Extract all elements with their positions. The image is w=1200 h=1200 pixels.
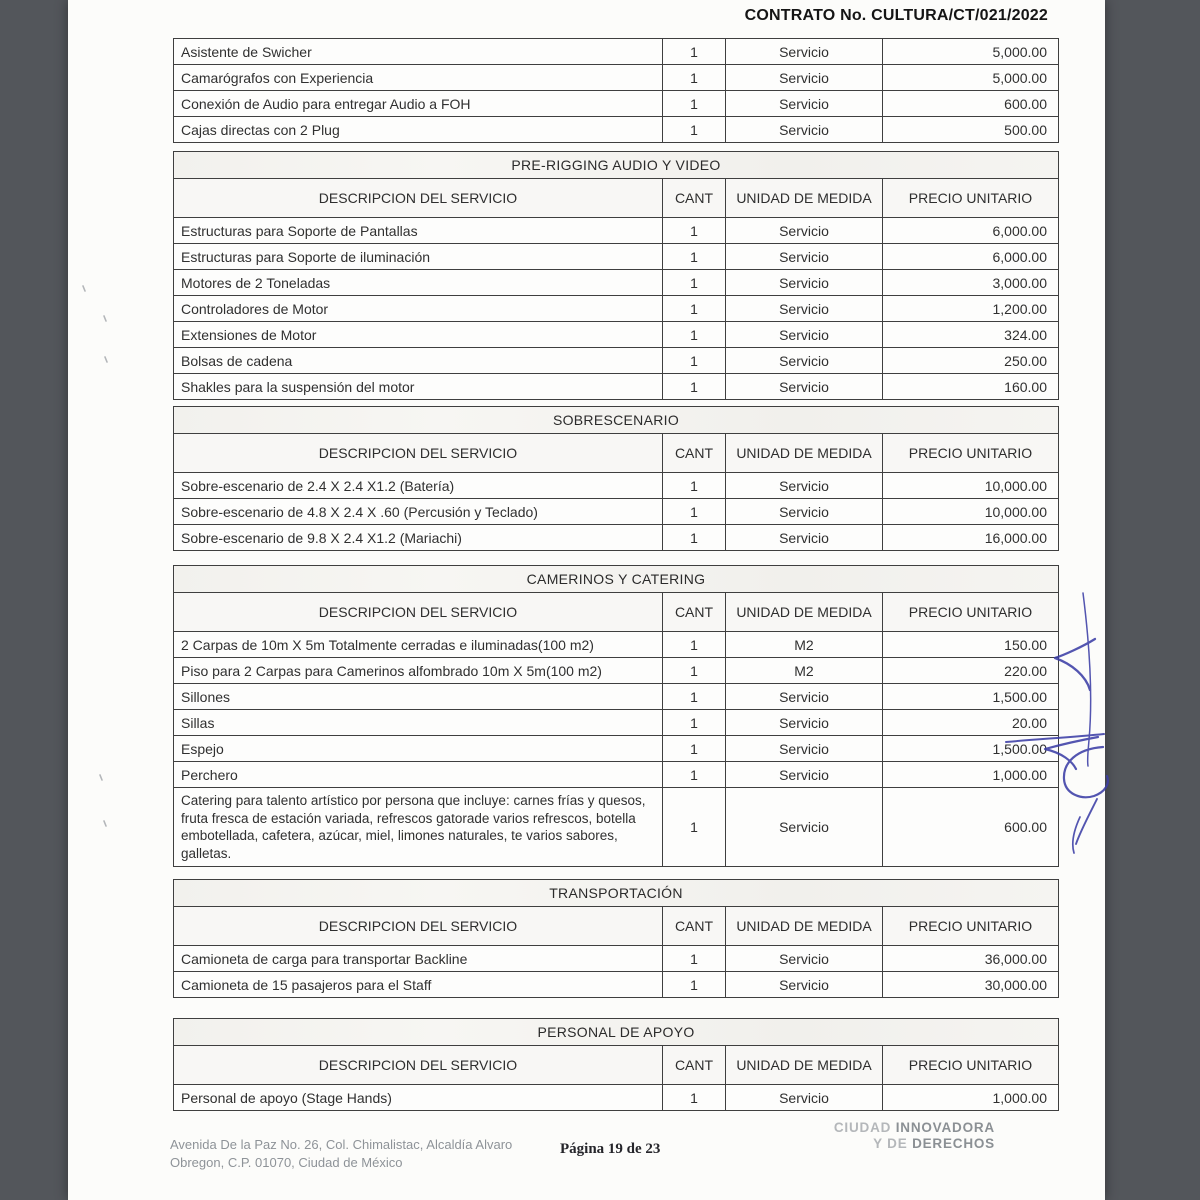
- service-table-personal-de-apoyo: [173, 1018, 1059, 1111]
- service-description-cell: Camioneta de carga para transportar Backline: [174, 946, 663, 972]
- quantity-cell: 1: [663, 218, 726, 244]
- quantity-cell: 1: [663, 946, 726, 972]
- unit-price-cell: 250.00: [883, 348, 1059, 374]
- unit-price-cell: 5,000.00: [883, 65, 1059, 91]
- quantity-cell: 1: [663, 296, 726, 322]
- column-header: PRECIO UNITARIO: [883, 434, 1059, 473]
- service-description-cell: Camarógrafos con Experiencia: [174, 65, 663, 91]
- unit-of-measure-cell: M2: [726, 658, 883, 684]
- quantity-cell: 1: [663, 788, 726, 867]
- table-row: [174, 762, 1059, 788]
- table-row: [174, 736, 1059, 762]
- service-table-pre-rigging-audio-y-video: [173, 151, 1059, 400]
- quantity-cell: 1: [663, 91, 726, 117]
- unit-of-measure-cell: Servicio: [726, 736, 883, 762]
- unit-of-measure-cell: Servicio: [726, 946, 883, 972]
- unit-price-cell: 1,500.00: [883, 736, 1059, 762]
- column-header: DESCRIPCION DEL SERVICIO: [174, 907, 663, 946]
- quantity-cell: 1: [663, 322, 726, 348]
- unit-of-measure-cell: Servicio: [726, 91, 883, 117]
- quantity-cell: 1: [663, 270, 726, 296]
- unit-price-cell: 16,000.00: [883, 525, 1059, 551]
- quantity-cell: 1: [663, 117, 726, 143]
- quantity-cell: 1: [663, 632, 726, 658]
- unit-price-cell: 10,000.00: [883, 499, 1059, 525]
- unit-of-measure-cell: Servicio: [726, 322, 883, 348]
- service-description-cell: Sobre-escenario de 4.8 X 2.4 X .60 (Percusión y Teclado): [174, 499, 663, 525]
- unit-of-measure-cell: Servicio: [726, 348, 883, 374]
- unit-of-measure-cell: Servicio: [726, 244, 883, 270]
- quantity-cell: 1: [663, 710, 726, 736]
- unit-price-cell: 30,000.00: [883, 972, 1059, 998]
- unit-of-measure-cell: Servicio: [726, 218, 883, 244]
- table-row: [174, 473, 1059, 499]
- table-row: [174, 270, 1059, 296]
- table-row: [174, 91, 1059, 117]
- column-header: UNIDAD DE MEDIDA: [726, 907, 883, 946]
- service-description-cell: Extensiones de Motor: [174, 322, 663, 348]
- service-description-cell: Asistente de Swicher: [174, 39, 663, 65]
- unit-of-measure-cell: Servicio: [726, 473, 883, 499]
- unit-price-cell: 1,200.00: [883, 296, 1059, 322]
- quantity-cell: 1: [663, 736, 726, 762]
- column-header: UNIDAD DE MEDIDA: [726, 593, 883, 632]
- contract-number-header: CONTRATO No. CULTURA/CT/021/2022: [744, 7, 1048, 24]
- unit-of-measure-cell: Servicio: [726, 525, 883, 551]
- unit-of-measure-cell: Servicio: [726, 270, 883, 296]
- service-description-cell: Camioneta de 15 pasajeros para el Staff: [174, 972, 663, 998]
- column-header: PRECIO UNITARIO: [883, 593, 1059, 632]
- column-header: CANT: [663, 179, 726, 218]
- table-row: [174, 65, 1059, 91]
- service-description-cell: Estructuras para Soporte de iluminación: [174, 244, 663, 270]
- section-title: PERSONAL DE APOYO: [174, 1019, 1059, 1046]
- city-brand-logo: [834, 1120, 995, 1152]
- document-page: [68, 0, 1105, 1200]
- table-row: [174, 374, 1059, 400]
- column-header-row: [174, 593, 1059, 632]
- quantity-cell: 1: [663, 499, 726, 525]
- table-row: [174, 218, 1059, 244]
- service-table-transportacion: [173, 879, 1059, 998]
- column-header: UNIDAD DE MEDIDA: [726, 434, 883, 473]
- column-header: CANT: [663, 1046, 726, 1085]
- column-header-row: [174, 434, 1059, 473]
- column-header: CANT: [663, 434, 726, 473]
- table-row: [174, 322, 1059, 348]
- table-row: [174, 788, 1059, 867]
- section-title: CAMERINOS Y CATERING: [174, 566, 1059, 593]
- table-row: [174, 39, 1059, 65]
- unit-price-cell: 6,000.00: [883, 244, 1059, 270]
- unit-price-cell: 1,000.00: [883, 762, 1059, 788]
- section-title: TRANSPORTACIÓN: [174, 880, 1059, 907]
- city-brand-line1: CIUDAD INNOVADORA: [833, 1120, 995, 1135]
- quantity-cell: 1: [663, 348, 726, 374]
- unit-of-measure-cell: Servicio: [726, 117, 883, 143]
- service-table-sobrescenario: [173, 406, 1059, 551]
- column-header: DESCRIPCION DEL SERVICIO: [174, 434, 663, 473]
- unit-of-measure-cell: M2: [726, 632, 883, 658]
- footer-address: [170, 1136, 512, 1171]
- quantity-cell: 1: [663, 473, 726, 499]
- unit-of-measure-cell: Servicio: [726, 788, 883, 867]
- quantity-cell: 1: [663, 374, 726, 400]
- service-description-cell: 2 Carpas de 10m X 5m Totalmente cerradas e iluminadas(100 m2): [174, 632, 663, 658]
- service-description-cell: Motores de 2 Toneladas: [174, 270, 663, 296]
- unit-price-cell: 20.00: [883, 710, 1059, 736]
- unit-price-cell: 324.00: [883, 322, 1059, 348]
- footer-address-line1: Avenida De la Paz No. 26, Col. Chimalistac, Alcaldía Alvaro: [170, 1137, 513, 1152]
- service-description-cell: Conexión de Audio para entregar Audio a FOH: [174, 91, 663, 117]
- column-header: CANT: [663, 907, 726, 946]
- table-row: [174, 684, 1059, 710]
- column-header: PRECIO UNITARIO: [883, 1046, 1059, 1085]
- column-header: PRECIO UNITARIO: [883, 179, 1059, 218]
- unit-price-cell: 600.00: [883, 91, 1059, 117]
- section-title: SOBRESCENARIO: [174, 407, 1059, 434]
- table-row: [174, 972, 1059, 998]
- unit-of-measure-cell: Servicio: [726, 1085, 883, 1111]
- section-title: PRE-RIGGING AUDIO Y VIDEO: [174, 152, 1059, 179]
- column-header: DESCRIPCION DEL SERVICIO: [174, 179, 663, 218]
- unit-price-cell: 160.00: [883, 374, 1059, 400]
- table-row: [174, 525, 1059, 551]
- table-row: [174, 946, 1059, 972]
- unit-price-cell: 10,000.00: [883, 473, 1059, 499]
- unit-of-measure-cell: Servicio: [726, 296, 883, 322]
- table-row: [174, 710, 1059, 736]
- unit-price-cell: 600.00: [883, 788, 1059, 867]
- column-header-row: [174, 907, 1059, 946]
- table-row: [174, 117, 1059, 143]
- column-header: DESCRIPCION DEL SERVICIO: [174, 593, 663, 632]
- service-description-cell: Espejo: [174, 736, 663, 762]
- unit-price-cell: 5,000.00: [883, 39, 1059, 65]
- column-header: CANT: [663, 593, 726, 632]
- table-row: [174, 348, 1059, 374]
- quantity-cell: 1: [663, 39, 726, 65]
- table-row: [174, 296, 1059, 322]
- unit-price-cell: 36,000.00: [883, 946, 1059, 972]
- table-row: [174, 1085, 1059, 1111]
- quantity-cell: 1: [663, 65, 726, 91]
- table-row: [174, 499, 1059, 525]
- unit-price-cell: 3,000.00: [883, 270, 1059, 296]
- unit-of-measure-cell: Servicio: [726, 972, 883, 998]
- service-description-cell: Personal de apoyo (Stage Hands): [174, 1085, 663, 1111]
- table-row: [174, 244, 1059, 270]
- unit-of-measure-cell: Servicio: [726, 710, 883, 736]
- page-number: Página 19 de 23: [560, 1141, 661, 1157]
- quantity-cell: 1: [663, 684, 726, 710]
- unit-price-cell: 500.00: [883, 117, 1059, 143]
- unit-of-measure-cell: Servicio: [726, 762, 883, 788]
- column-header: DESCRIPCION DEL SERVICIO: [174, 1046, 663, 1085]
- service-description-cell: Estructuras para Soporte de Pantallas: [174, 218, 663, 244]
- quantity-cell: 1: [663, 1085, 726, 1111]
- unit-price-cell: 150.00: [883, 632, 1059, 658]
- service-table-camerinos-y-catering: [173, 565, 1059, 867]
- table-row: [174, 632, 1059, 658]
- city-brand-line2: Y DE DERECHOS: [873, 1136, 995, 1151]
- column-header: UNIDAD DE MEDIDA: [726, 179, 883, 218]
- column-header: UNIDAD DE MEDIDA: [726, 1046, 883, 1085]
- service-description-cell: Sillas: [174, 710, 663, 736]
- quantity-cell: 1: [663, 244, 726, 270]
- column-header-row: [174, 179, 1059, 218]
- column-header-row: [174, 1046, 1059, 1085]
- service-description-cell: Sobre-escenario de 2.4 X 2.4 X1.2 (Batería): [174, 473, 663, 499]
- unit-price-cell: 6,000.00: [883, 218, 1059, 244]
- service-description-cell: Cajas directas con 2 Plug: [174, 117, 663, 143]
- service-description-cell: Shakles para la suspensión del motor: [174, 374, 663, 400]
- unit-of-measure-cell: Servicio: [726, 65, 883, 91]
- service-description-cell: Bolsas de cadena: [174, 348, 663, 374]
- quantity-cell: 1: [663, 658, 726, 684]
- service-description-cell: Sobre-escenario de 9.8 X 2.4 X1.2 (Mariachi): [174, 525, 663, 551]
- service-description-cell: Perchero: [174, 762, 663, 788]
- unit-of-measure-cell: Servicio: [726, 39, 883, 65]
- service-description-cell: Catering para talento artístico por persona que incluye: carnes frías y quesos, fruta fresca de estación variada, refrescos gatorade varios refrescos, botella embotellada, cafetera, azúcar, miel, limones naturales, te varios sabores, galletas.: [174, 788, 663, 867]
- unit-of-measure-cell: Servicio: [726, 374, 883, 400]
- service-table-continuation: [173, 38, 1059, 143]
- quantity-cell: 1: [663, 525, 726, 551]
- service-description-cell: Piso para 2 Carpas para Camerinos alfombrado 10m X 5m(100 m2): [174, 658, 663, 684]
- table-row: [174, 658, 1059, 684]
- quantity-cell: 1: [663, 972, 726, 998]
- unit-price-cell: 220.00: [883, 658, 1059, 684]
- unit-price-cell: 1,000.00: [883, 1085, 1059, 1111]
- quantity-cell: 1: [663, 762, 726, 788]
- unit-of-measure-cell: Servicio: [726, 684, 883, 710]
- service-description-cell: Controladores de Motor: [174, 296, 663, 322]
- service-description-cell: Sillones: [174, 684, 663, 710]
- column-header: PRECIO UNITARIO: [883, 907, 1059, 946]
- footer-address-line2: Obregon, C.P. 01070, Ciudad de México: [170, 1154, 403, 1170]
- unit-price-cell: 1,500.00: [883, 684, 1059, 710]
- unit-of-measure-cell: Servicio: [726, 499, 883, 525]
